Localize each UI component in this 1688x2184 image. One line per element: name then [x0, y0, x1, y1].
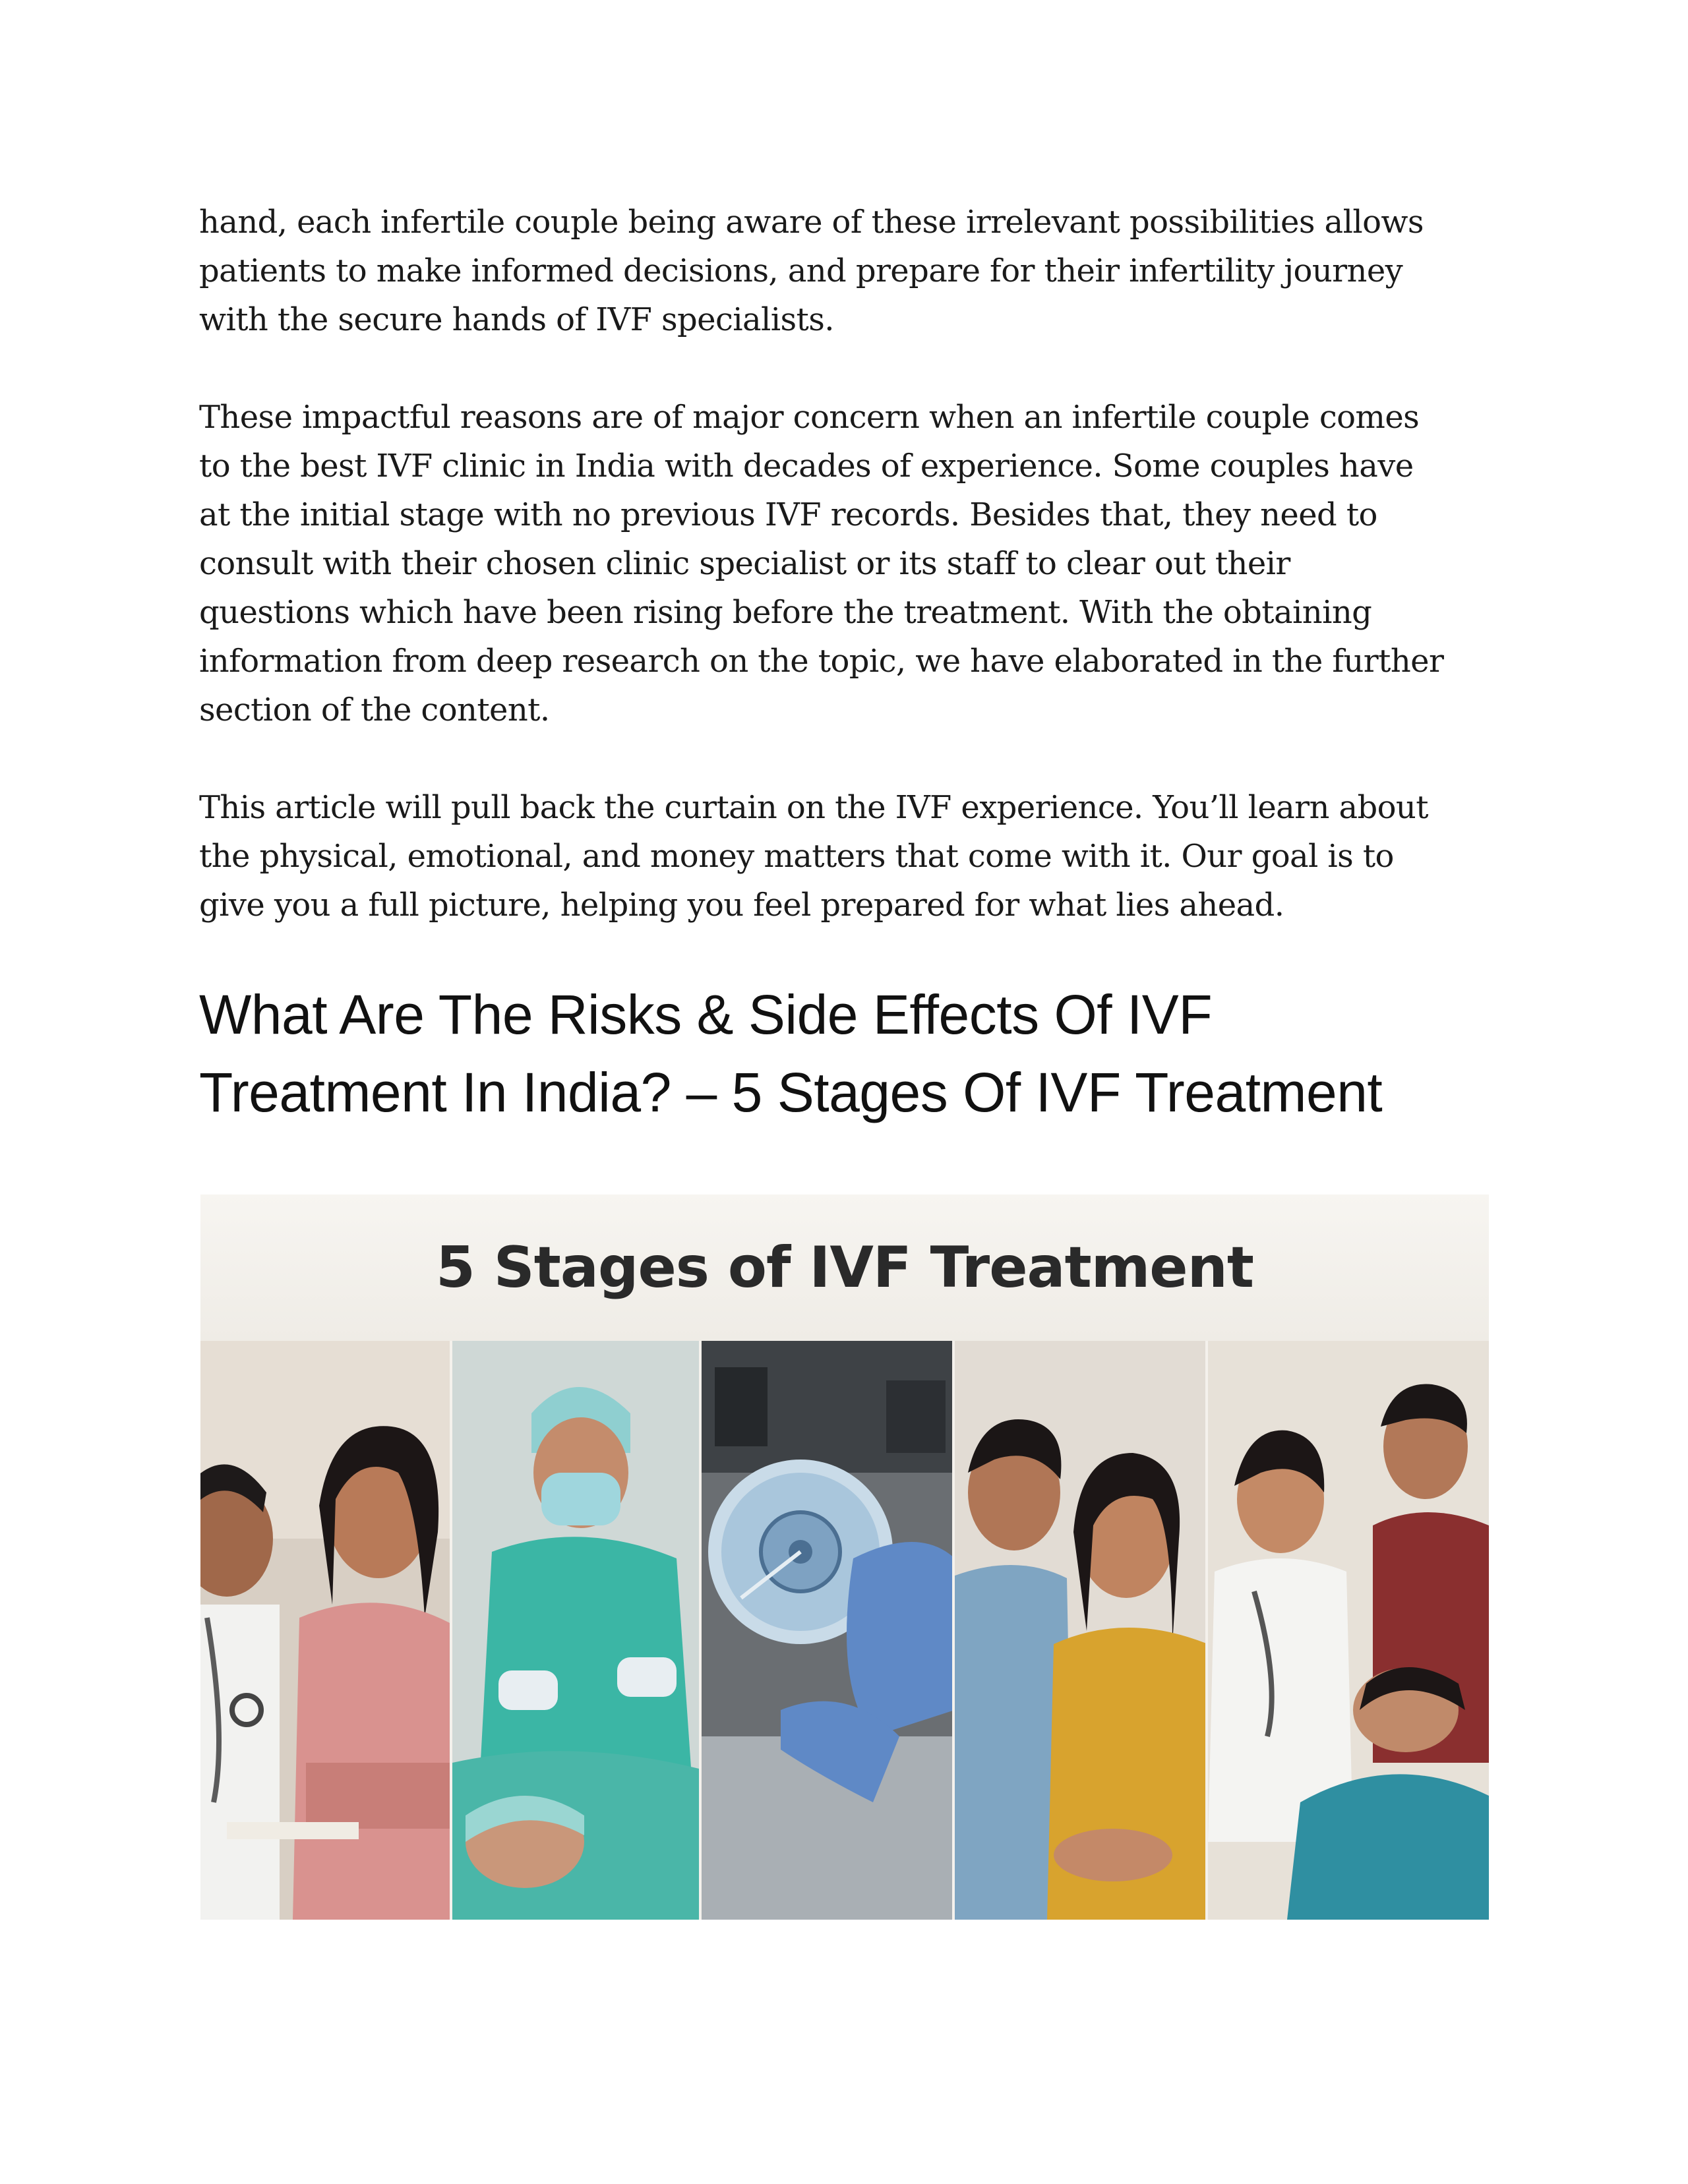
section-heading [199, 976, 1382, 1131]
paragraph-1 [199, 198, 1492, 344]
stage-panel-pregnancy-test [1208, 1341, 1489, 1920]
heading-line: What Are The Risks & Side Effects Of IVF [199, 984, 1213, 1046]
document-page [199, 198, 1492, 1301]
stage-panel-fertilization [702, 1341, 955, 1920]
paragraph-line: consult with their chosen clinic specialist or its staff to clear out their [199, 545, 1290, 582]
paragraph-line: give you a full picture, helping you feel prepared for what lies ahead. [199, 887, 1284, 924]
image-panels [200, 1341, 1489, 1920]
heading-line: Treatment In India? – 5 Stages Of IVF Treatment [199, 1061, 1383, 1123]
paragraph-line: to the best IVF clinic in India with decades of experience. Some couples have [199, 448, 1414, 485]
paragraph-line: These impactful reasons are of major concern when an infertile couple comes [199, 399, 1420, 436]
paragraph-3 [199, 783, 1492, 930]
image-title: 5 Stages of IVF Treatment [200, 1195, 1489, 1341]
paragraph-line: the physical, emotional, and money matters that come with it. Our goal is to [199, 838, 1394, 875]
paragraph-line: section of the content. [199, 692, 550, 728]
paragraph-2 [199, 393, 1492, 734]
fertilization-illustration [702, 1341, 955, 1920]
stage-panel-retrieval [452, 1341, 702, 1920]
pregnancy-test-illustration [1208, 1341, 1489, 1920]
paragraph-line: at the initial stage with no previous IVF records. Besides that, they need to [199, 496, 1377, 533]
retrieval-illustration [452, 1341, 702, 1920]
ivf-stages-image [200, 1195, 1489, 1920]
paragraph-line: patients to make informed decisions, and prepare for their infertility journey [199, 252, 1403, 289]
paragraph-line: information from deep research on the topic, we have elaborated in the further [199, 643, 1444, 680]
stage-panel-transfer [955, 1341, 1208, 1920]
paragraph-line: with the secure hands of IVF specialists. [199, 301, 834, 338]
transfer-illustration [955, 1341, 1208, 1920]
paragraph-line: This article will pull back the curtain on the IVF experience. You’ll learn about [199, 789, 1428, 826]
paragraph-line: hand, each infertile couple being aware of these irrelevant possibilities allows [199, 204, 1424, 241]
paragraph-line: questions which have been rising before the treatment. With the obtaining [199, 594, 1372, 631]
stage-panel-consultation [200, 1341, 452, 1920]
consultation-illustration [200, 1341, 452, 1920]
